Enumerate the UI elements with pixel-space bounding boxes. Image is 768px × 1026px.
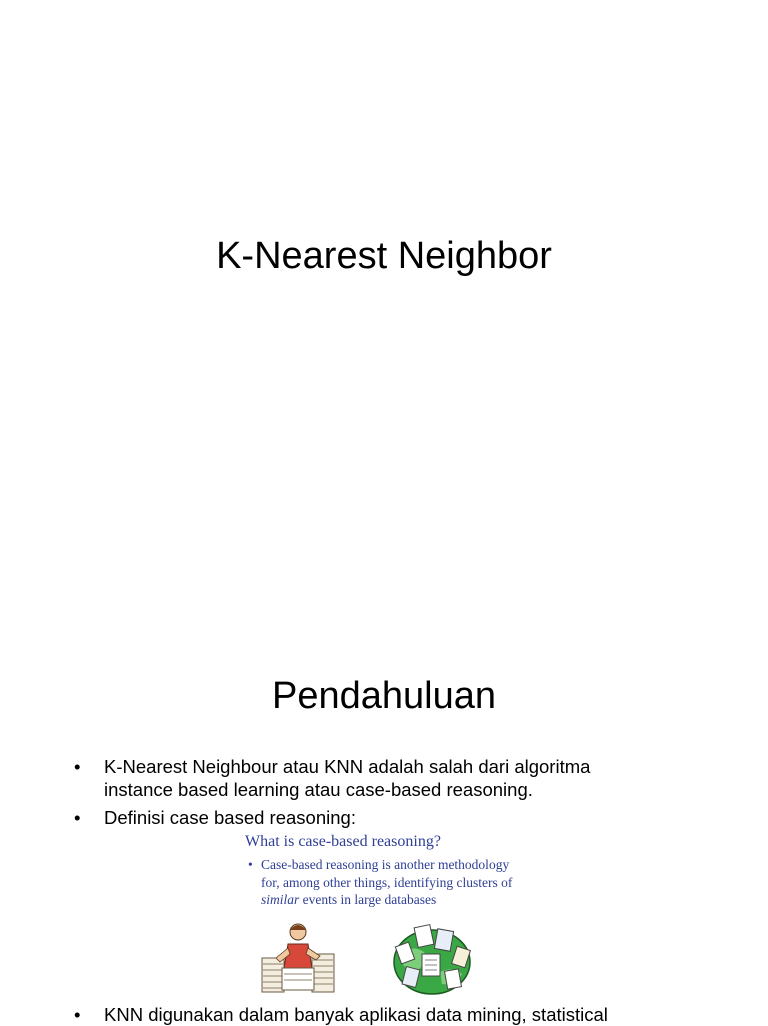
bullet-text: Definisi case based reasoning:	[104, 807, 356, 828]
bullet-knn-definition	[74, 755, 714, 801]
bullet-text-line1: K-Nearest Neighbour atau KNN adalah salah dari algoritma	[104, 756, 591, 777]
bullet-case-based-definition	[74, 806, 714, 829]
bullet-marker: •	[74, 756, 81, 777]
bullet-text: KNN digunakan dalam banyak aplikasi data mining, statistical	[104, 1004, 608, 1025]
bullet-knn-applications	[74, 1003, 714, 1026]
inset-line1: Case-based reasoning is another methodology	[261, 857, 510, 872]
slide-title-knn: K-Nearest Neighbor	[216, 235, 552, 277]
inset-emphasis: similar	[261, 892, 300, 907]
case-based-reasoning-inset	[245, 832, 545, 909]
person-at-paper-stacks-clipart-icon	[258, 918, 338, 994]
bullet-marker: •	[74, 1004, 81, 1025]
inset-line2: for, among other things, identifying clusters of	[261, 874, 513, 890]
inset-line3: events in large databases	[299, 892, 437, 907]
slide-title-pendahuluan: Pendahuluan	[272, 675, 496, 717]
inset-bullet-marker: •	[248, 857, 253, 872]
globe-with-documents-clipart-icon	[388, 922, 476, 996]
inset-bullet	[245, 856, 545, 909]
bullet-text-line2: instance based learning atau case-based reasoning.	[104, 779, 533, 800]
inset-title: What is case-based reasoning?	[245, 833, 441, 850]
bullet-marker: •	[74, 807, 81, 828]
